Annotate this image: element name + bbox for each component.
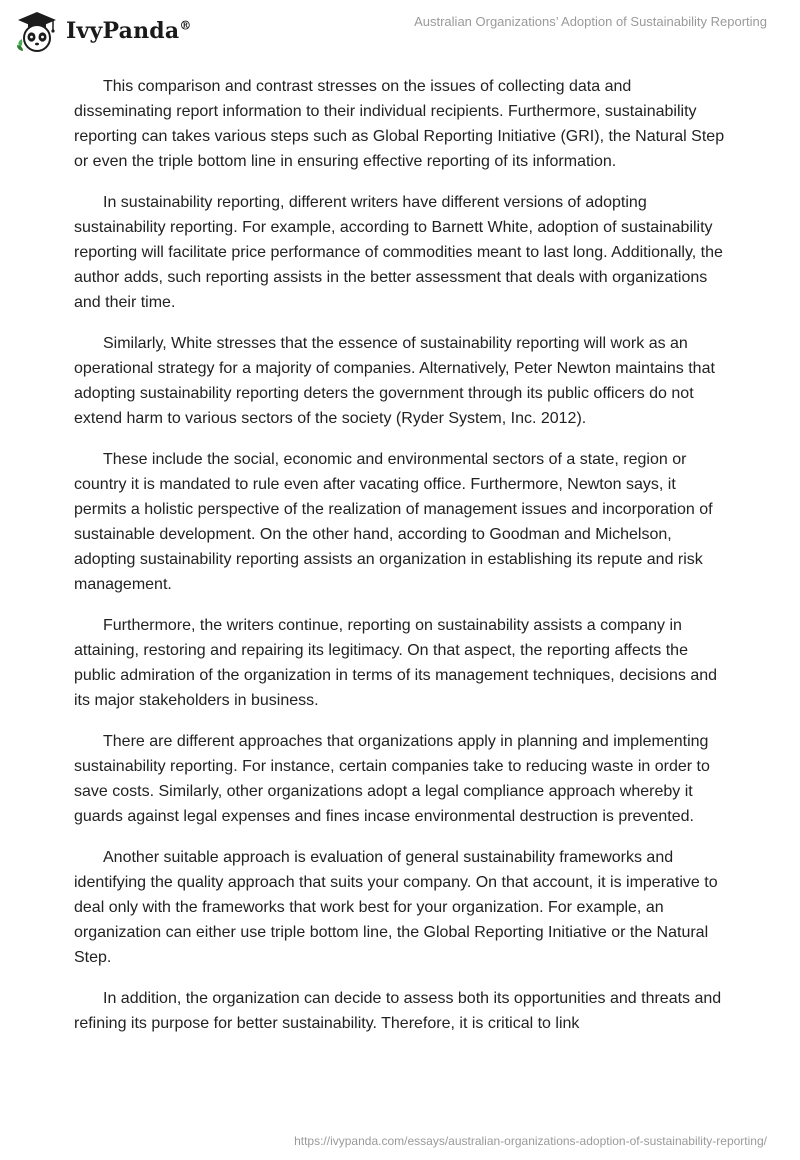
registered-mark: ® [179,18,192,33]
brand-name: IvyPanda® [66,18,192,44]
paragraph: There are different approaches that organizations apply in planning and implementing sustainability reporting. For instance, certain companies take to reducing waste in order to save costs. Similarly, other organizations adopt a legal compliance approach whereby it guards against legal expenses and fines incase environmental destruction is prevented. [74,733,710,825]
panda-logo-icon [14,8,60,54]
paragraph: Similarly, White stresses that the essence of sustainability reporting will work as an operational strategy for a majority of companies. Alternatively, Peter Newton maintains that adopting sustainability reporting deters the government through its public officers do not extend harm to various sectors of the society (Ryder System, Inc. 2012). [74,335,715,427]
paragraph: Furthermore, the writers continue, reporting on sustainability assists a company in attaining, restoring and repairing its legitimacy. On that aspect, the reporting affects the public admiration of the organization in terms of its management techniques, decisions and its major stakeholders in business. [74,617,718,709]
source-url[interactable]: https://ivypanda.com/essays/australian-organizations-adoption-of-sustainability-reporting/ [294,1134,767,1148]
paragraph: These include the social, economic and environmental sectors of a state, region or country it is mandated to rule even after vacating office. Furthermore, Newton says, it permits a holistic perspective of the realization of management issues and incorporation of sustainable development. On the other hand, according to Goodman and Michelson, adopting sustainability reporting assists an organization in establishing its repute and risk management. [74,451,713,593]
essay-body [74,74,728,1052]
document-title: Australian Organizations’ Adoption of Sustainability Reporting [414,14,767,29]
paragraph: In addition, the organization can decide to assess both its opportunities and threats and refining its purpose for better sustainability. Therefore, it is critical to link [74,990,722,1032]
logo[interactable] [14,8,192,54]
paragraph: This comparison and contrast stresses on the issues of collecting data and disseminating report information to their individual recipients. Furthermore, sustainability reporting can takes various steps such as Global Reporting Initiative (GRI), the Natural Step or even the triple bottom line in ensuring effective reporting of its information. [74,78,725,170]
page-header [0,0,800,64]
paragraph: In sustainability reporting, different writers have different versions of adopting sustainability reporting. For example, according to Barnett White, adoption of sustainability reporting will facilitate price performance of commodities meant to last long. Additionally, the author adds, such reporting assists in the better assessment that deals with organizations and their time. [74,194,723,311]
paragraph: Another suitable approach is evaluation of general sustainability frameworks and identifying the quality approach that suits your company. On that account, it is imperative to deal only with the frameworks that work best for your organization. For example, an organization can either use triple bottom line, the Global Reporting Initiative or the Natural Step. [74,849,718,966]
